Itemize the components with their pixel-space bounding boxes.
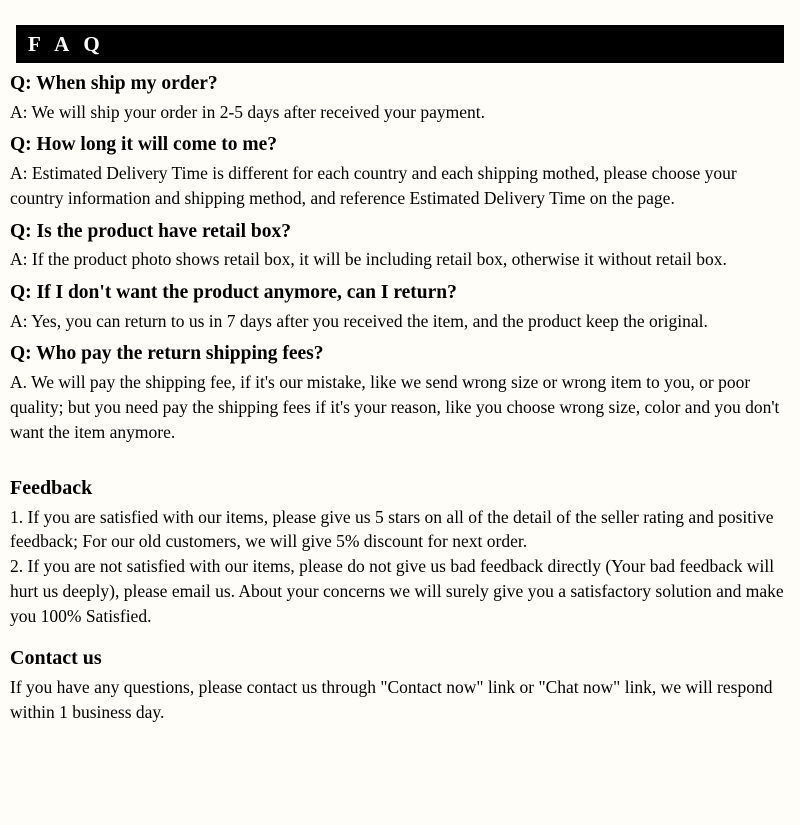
faq-content (0, 72, 800, 724)
feedback-item: 2. If you are not satisfied with our items, please do not give us bad feedback directly (Your bad feedback will hurt us deeply), please email us. About your concerns we will surely give you a satisfactory solution and make you 100% Satisfied. (10, 556, 784, 626)
feedback-heading: Feedback (10, 476, 93, 499)
faq-answer: A: We will ship your order in 2-5 days after received your payment. (10, 101, 486, 122)
faq-answer: A. We will pay the shipping fee, if it's our mistake, like we send wrong size or wrong item to you, or poor quality; but you need pay the shipping fees if it's your reason, like you choose wrong size, color and you don't want the item anymore. (10, 372, 780, 442)
feedback-section (10, 475, 792, 629)
faq-answer: A: Yes, you can return to us in 7 days after you received the item, and the product keep the original. (10, 310, 708, 331)
faq-item (10, 133, 792, 210)
contact-section (10, 645, 792, 725)
faq-question: Q: How long it will come to me? (10, 134, 277, 156)
faq-item (10, 281, 792, 333)
faq-question: Q: If I don't want the product anymore, can I return? (10, 282, 457, 304)
contact-heading: Contact us (10, 646, 102, 669)
faq-answer: A: Estimated Delivery Time is different for each country and each shipping mothed, please choose your country information and shipping method, and reference Estimated Delivery Time on the page. (10, 162, 737, 208)
faq-banner (16, 25, 784, 63)
faq-item (10, 342, 792, 444)
faq-question: Q: Who pay the return shipping fees? (10, 343, 324, 365)
faq-answer: A: If the product photo shows retail box, it will be including retail box, otherwise it without retail box. (10, 249, 727, 270)
faq-question: Q: When ship my order? (10, 73, 218, 94)
contact-text: If you have any questions, please contact us through "Contact now" link or "Chat now" link, we will respond within 1 business day. (10, 676, 773, 722)
faq-item (10, 72, 792, 124)
faq-item (10, 220, 792, 272)
faq-page (0, 25, 800, 825)
faq-banner-title: F A Q (28, 31, 105, 56)
feedback-item: 1. If you are satisfied with our items, please give us 5 stars on all of the detail of the seller rating and positive feedback; For our old customers, we will give 5% discount for next order. (10, 506, 774, 552)
faq-question: Q: Is the product have retail box? (10, 220, 291, 242)
